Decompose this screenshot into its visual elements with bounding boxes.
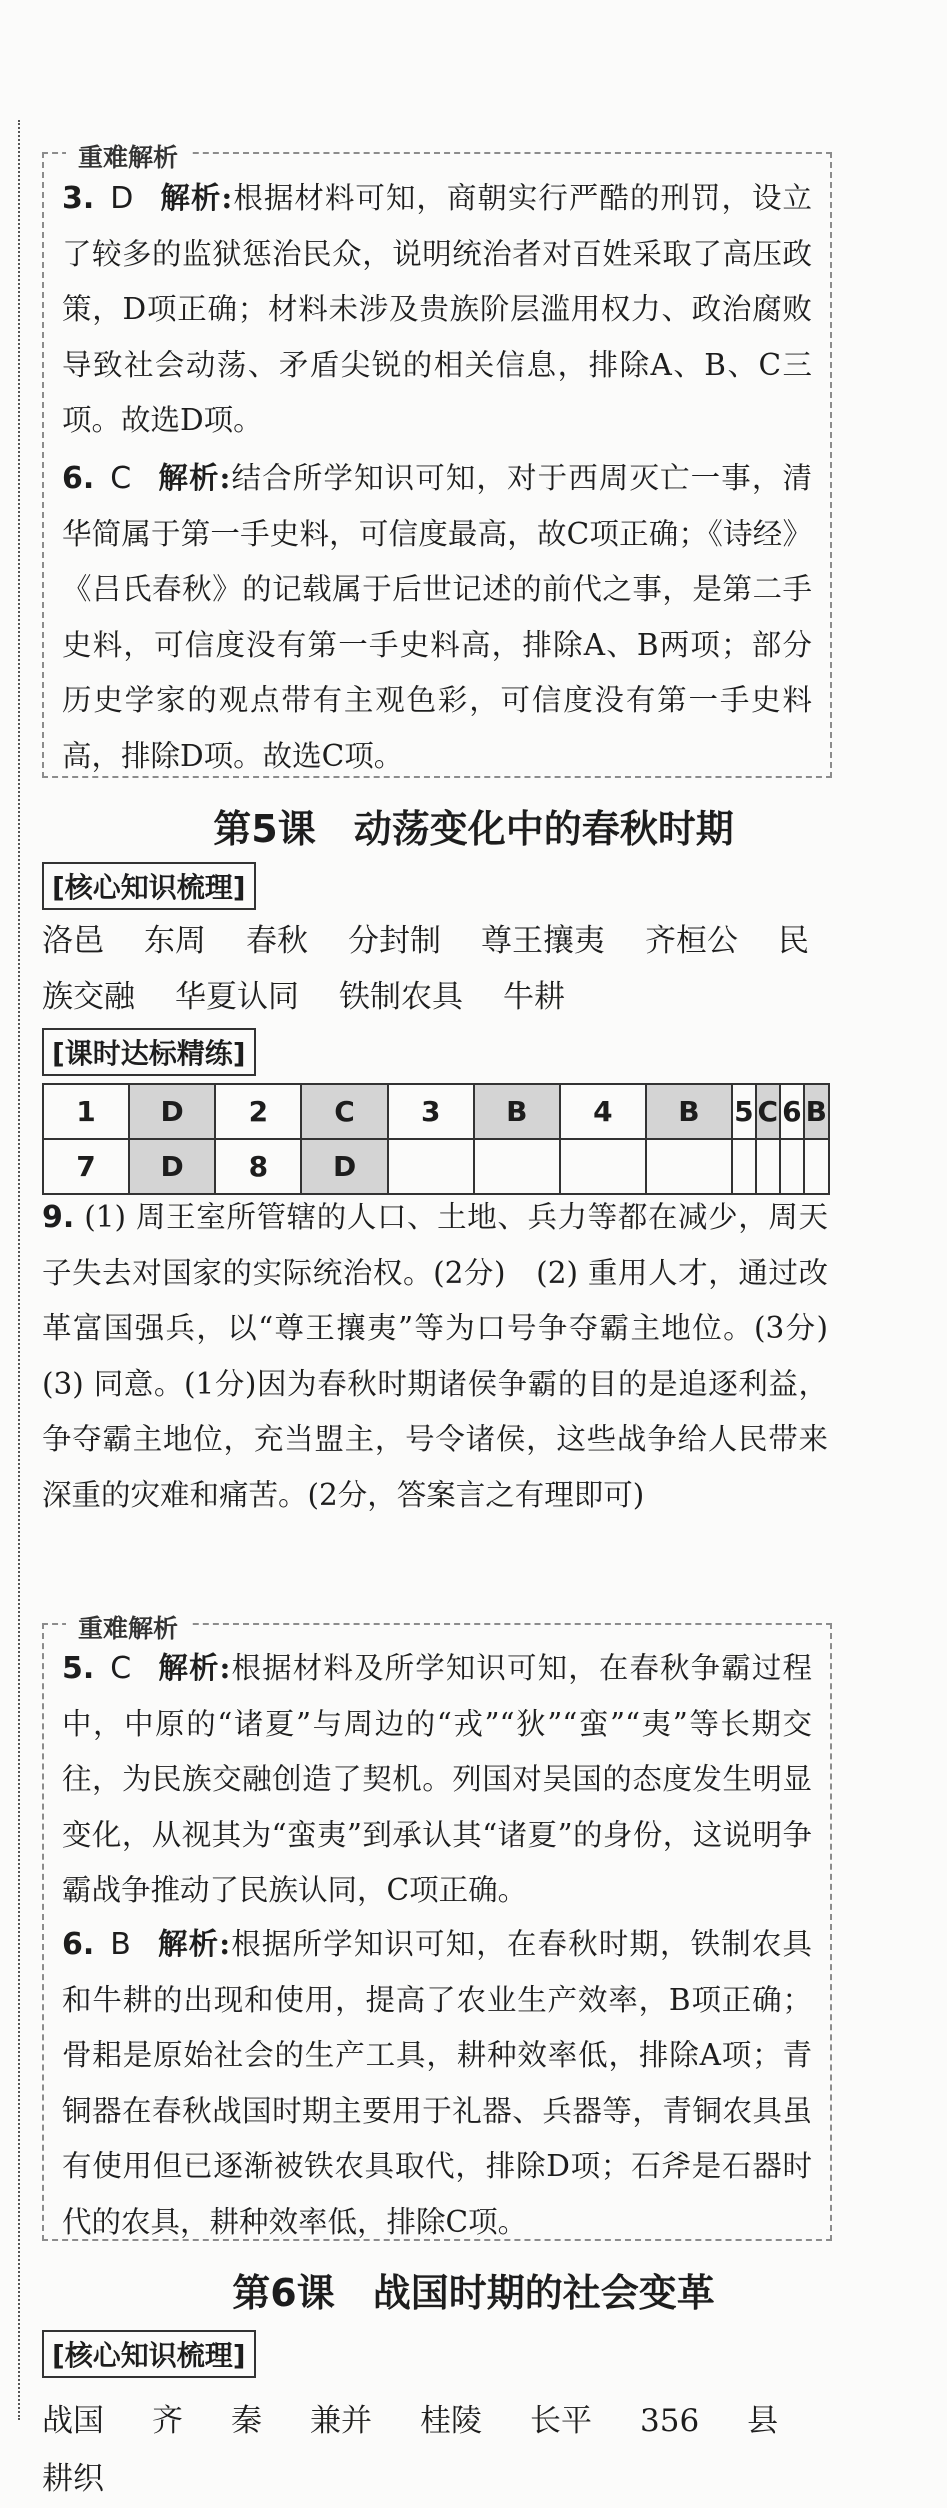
keyword: 春秋 [246, 923, 308, 959]
question-cell: 4 [560, 1084, 646, 1139]
box-tag: 重难解析 [66, 138, 190, 174]
question-cell: 7 [43, 1139, 129, 1194]
keyword: 356 [640, 2403, 700, 2439]
question-cell: 3 [388, 1084, 474, 1139]
keyword: 民 [778, 923, 809, 959]
question-cell: 6 [780, 1084, 803, 1139]
question-number: 9. [42, 1200, 75, 1235]
keyword: 长平 [530, 2403, 592, 2439]
analysis-item-3 [62, 170, 812, 449]
empty-cell [756, 1139, 781, 1194]
analysis-text: 根据材料可知，商朝实行严酷的刑罚，设立了较多的监狱惩治民众，说明统治者对百姓采取了高压政策，D项正确；材料未涉及贵族阶层滥用权力、政治腐败导致社会动荡、矛盾尖锐的相关信息，排除A、B、C三项。故选D项。 [62, 181, 812, 437]
practice-label: [课时达标精练] [42, 1028, 256, 1076]
answer-text: (1) 周王室所管辖的人口、土地、兵力等都在减少，周天子失去对国家的实际统治权。(2分) (2) 重用人才，通过改革富国强兵，以“尊王攘夷”等为口号争夺霸主地位。(3分) (3) 同意。(1分)因为春秋时期诸侯争霸的目的是追逐利益，争夺霸主地位，充当盟主，号令诸侯，这些战争给人民带来深重的灾难和痛苦。(2分，答案言之有理即可) [42, 1200, 858, 1512]
answer-cell: D [129, 1139, 216, 1194]
answer-row [43, 1084, 829, 1139]
answer-letter: C [110, 1651, 132, 1686]
answer-grid [42, 1083, 830, 1195]
keyword: 华夏认同 [175, 979, 299, 1015]
core-knowledge-label: [核心知识梳理] [42, 862, 256, 910]
empty-cell [780, 1139, 803, 1194]
box-tag: 重难解析 [66, 1609, 190, 1645]
question-number: 3. [62, 181, 95, 216]
keyword: 族交融 [42, 979, 135, 1015]
answer-cell: C [756, 1084, 781, 1139]
question-cell: 8 [215, 1139, 301, 1194]
analysis-label: 解析: [157, 1650, 231, 1685]
keyword: 分封制 [348, 923, 441, 959]
answer-letter: B [110, 1927, 131, 1962]
keyword: 洛邑 [42, 923, 104, 959]
empty-cell [804, 1139, 829, 1194]
empty-cell [474, 1139, 560, 1194]
keyword: 兼并 [310, 2403, 372, 2439]
question-cell: 1 [43, 1084, 129, 1139]
analysis-text: 根据所学知识可知，在春秋时期，铁制农具和牛耕的出现和使用，提高了农业生产效率，B项正确；骨耜是原始社会的生产工具，耕种效率低，排除A项；青铜器在春秋战国时期主要用于礼器、兵器等，青铜农具虽有使用但已逐渐被铁农具取代，排除D项；石斧是石器时代的农具，耕种效率低，排除C项。 [62, 1927, 812, 2239]
core-knowledge-label-6: [核心知识梳理] [42, 2330, 256, 2378]
answer-cell: B [804, 1084, 829, 1139]
keyword: 尊王攘夷 [481, 923, 605, 959]
analysis-text: 结合所学知识可知，对于西周灭亡一事，清华简属于第一手史料，可信度最高，故C项正确；《诗经》《吕氏春秋》的记载属于后世记述的前代之事，是第二手史料，可信度没有第一手史料高，排除A、B两项；部分历史学家的观点带有主观色彩，可信度没有第一手史料高，排除D项。故选C项。 [62, 461, 812, 773]
analysis-text: 根据材料及所学知识可知，在春秋争霸过程中，中原的“诸夏”与周边的“戎”“狄”“蛮”“夷”等长期交往，为民族交融创造了契机。列国对吴国的态度发生明显变化，从视其为“蛮夷”到承认其“诸夏”的身份，这说明争霸战争推动了民族认同，C项正确。 [62, 1651, 812, 1907]
empty-cell [732, 1139, 755, 1194]
keyword-line-2 [42, 968, 842, 1026]
question-number: 6. [62, 1927, 95, 1962]
lesson-6-title: 第6课 战国时期的社会变革 [232, 2271, 715, 2315]
empty-cell [560, 1139, 646, 1194]
answer-cell: D [301, 1139, 388, 1194]
answer-cell: B [646, 1084, 732, 1139]
keyword-line-6 [42, 2392, 862, 2508]
keyword: 耕织 [42, 2461, 104, 2497]
analysis-label: 解析: [156, 1926, 231, 1961]
keyword: 铁制农具 [339, 979, 463, 1015]
keyword: 县 [747, 2403, 779, 2439]
answer-cell: B [474, 1084, 560, 1139]
keyword: 齐桓公 [645, 923, 738, 959]
answer-row [43, 1139, 829, 1194]
question-number: 6. [62, 461, 95, 496]
keyword-line-1 [42, 912, 842, 970]
keyword: 秦 [231, 2403, 262, 2439]
analysis-item-5 [62, 1640, 812, 1919]
answer-cell: C [301, 1084, 388, 1139]
keyword: 桂陵 [420, 2403, 482, 2439]
keyword: 东周 [144, 923, 206, 959]
analysis-label: 解析: [159, 180, 233, 215]
lesson-5-title: 第5课 动荡变化中的春秋时期 [213, 807, 734, 851]
question-cell: 2 [215, 1084, 301, 1139]
analysis-item-6b [62, 1916, 812, 2250]
answer-cell: D [129, 1084, 216, 1139]
keyword: 战国 [42, 2403, 104, 2439]
empty-cell [388, 1139, 474, 1194]
empty-cell [646, 1139, 732, 1194]
keyword: 齐 [152, 2403, 183, 2439]
analysis-item-6 [62, 450, 812, 784]
answer-letter: D [110, 181, 134, 216]
analysis-label: 解析: [157, 460, 231, 495]
keyword: 牛耕 [503, 979, 565, 1015]
question-cell: 5 [732, 1084, 755, 1139]
question-9-answer [42, 1190, 858, 1523]
answer-letter: C [110, 461, 132, 496]
question-number: 5. [62, 1651, 95, 1686]
margin-dotted-line [18, 120, 20, 2420]
